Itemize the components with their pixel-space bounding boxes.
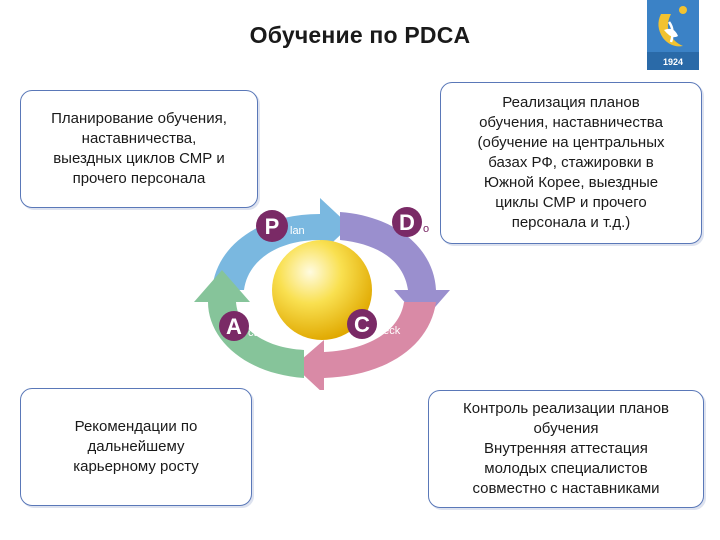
act-box — [20, 388, 252, 506]
plan-text: Планирование обучения, наставничества, выездных циклов СМР и прочего персонала — [51, 110, 227, 187]
page-title: Обучение по PDCA — [249, 22, 471, 48]
plan-letter: P — [264, 214, 280, 239]
act-rest: ct — [248, 327, 257, 339]
pdca-cycle-diagram — [190, 190, 455, 390]
check-box — [428, 390, 704, 508]
act-badge — [219, 311, 257, 341]
do-letter: D — [399, 210, 415, 235]
emblem-logo — [647, 0, 699, 70]
logo-year: 1924 — [662, 57, 684, 67]
do-rest: o — [423, 223, 430, 235]
act-letter: A — [226, 314, 242, 339]
act-text: Рекомендации по дальнейшему карьерному росту — [73, 418, 199, 475]
do-badge — [392, 207, 429, 237]
check-badge — [347, 309, 401, 339]
do-box — [440, 82, 702, 244]
check-letter: C — [354, 312, 370, 337]
check-rest: heck — [377, 325, 401, 337]
plan-rest: lan — [290, 225, 305, 237]
check-text: Контроль реализации планов обучения Внутренняя аттестация молодых специалистов совместно с наставниками — [462, 400, 670, 497]
do-text: Реализация планов обучения, наставничества (обучение на центральных базах РФ, стажировки в Южной Корее, выездные циклы СМР и прочего персонала и т.д.) — [477, 94, 665, 231]
